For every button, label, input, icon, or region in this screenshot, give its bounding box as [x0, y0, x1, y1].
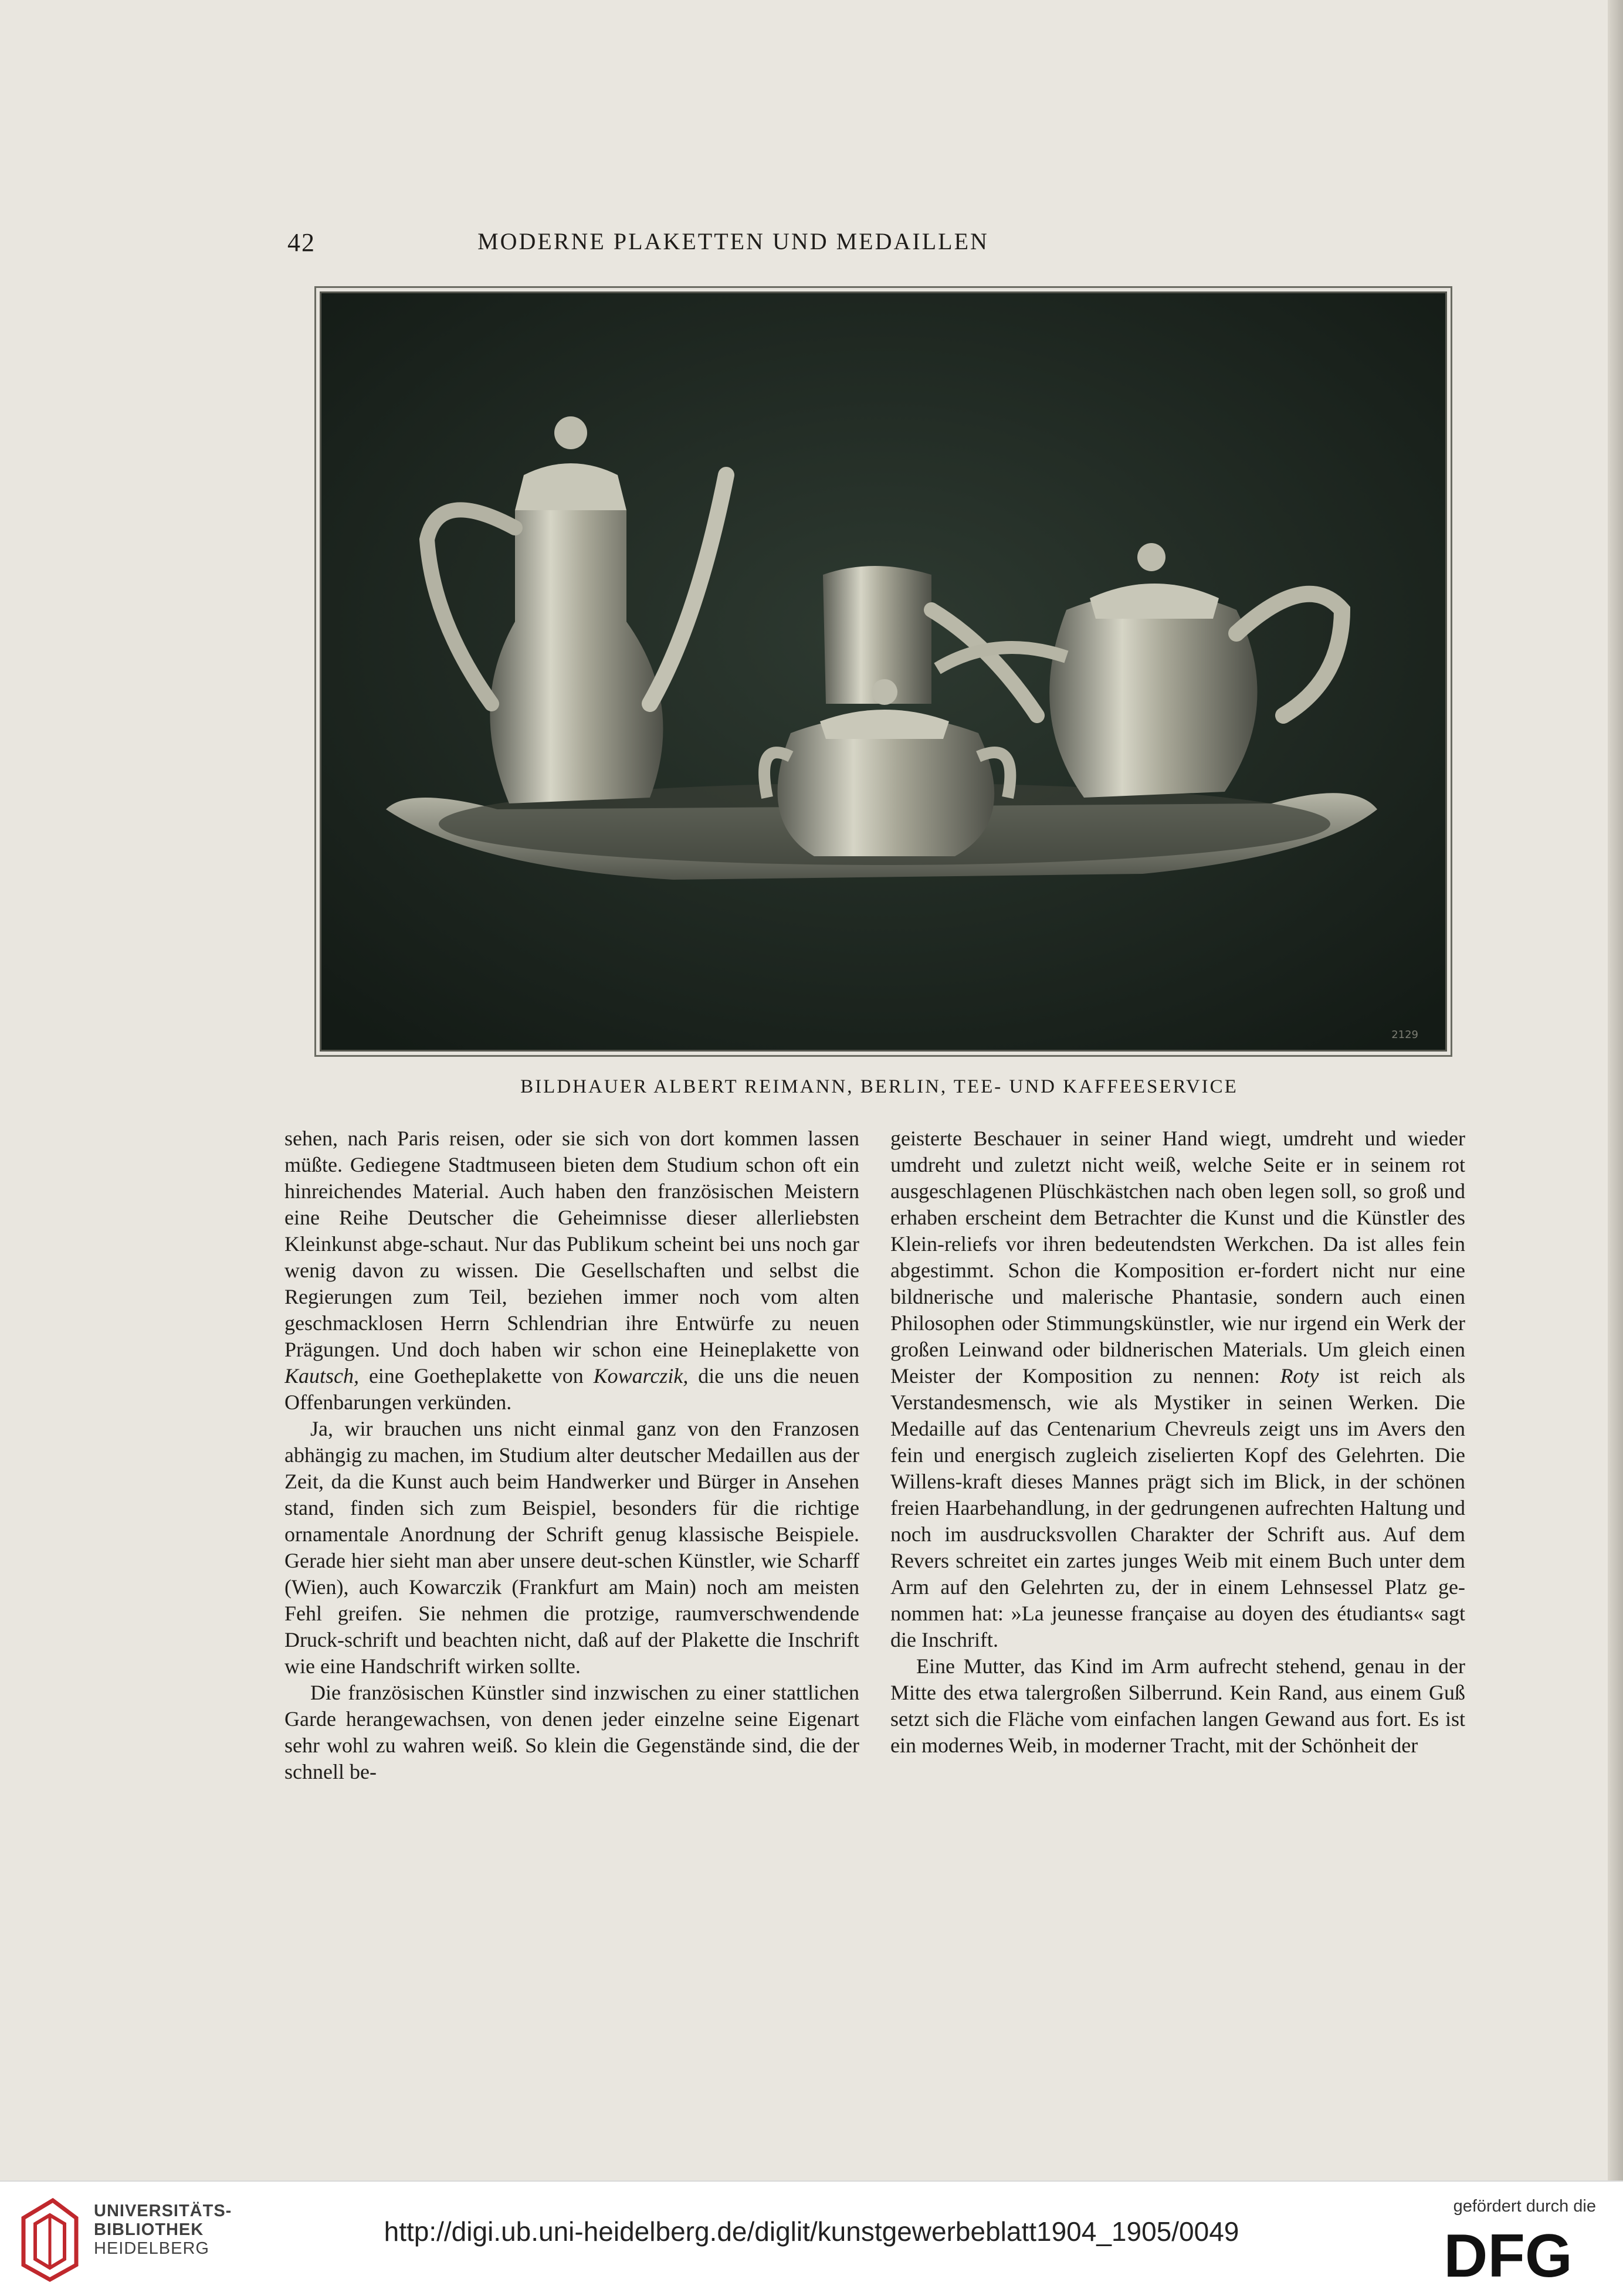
- paragraph: Die französischen Künstler sind inzwischen zu einer stattlichen Garde herangewachsen, von denen jeder einzelne seine Eigenart sehr wohl zu wahren weiß. So klein die Gegenstände sind, die der schnell be-: [284, 1681, 859, 1783]
- artist-name-kowarczik: Kowarczik,: [593, 1364, 689, 1388]
- paragraph: [890, 1125, 1465, 1653]
- artist-name-kautsch: Kautsch,: [284, 1364, 360, 1388]
- svg-text:2129: 2129: [1391, 1029, 1418, 1041]
- figure-caption: BILDHAUER ALBERT REIMANN, BERLIN, TEE- UND KAFFEESERVICE: [520, 1076, 1238, 1097]
- photo-plate-tea-coffee-service: [320, 291, 1447, 1052]
- paragraph-text: sehen, nach Paris reisen, oder sie sich von dort kommen lassen müßte. Gediegene Stadtmuseen bieten dem Studium schon oft ein hinreichendes Material. Auch haben den französischen Meistern eine Reihe Deutscher die Geheimnisse dieser allerliebsten Kleinkunst abge-schaut. Nur das Publikum scheint bei uns noch gar wenig davon zu wissen. Die Gesellschaften und selbst die Regierungen zum Teil, beziehen immer noch vom alten geschmacklosen Herrn Schlendrian ihre Entwürfe zu neuen Prägungen. Und doch haben wir schon eine Heineplakette von: [284, 1127, 859, 1361]
- artist-name-roty: Roty: [1280, 1364, 1319, 1388]
- paragraph: [284, 1125, 859, 1416]
- text-column-right: [890, 1125, 1465, 1900]
- digitization-footer: [0, 2180, 1623, 2296]
- tea-coffee-service-illustration: [321, 293, 1445, 1050]
- dfg-logo-text: DFG: [1444, 2226, 1573, 2285]
- paragraph-text: geisterte Beschauer in seiner Hand wiegt, umdreht und wieder umdreht und zuletzt nicht weiß, welche Seite er in seinem rot ausgeschlagenen Plüschkästchen nach oben legen soll, so groß und erhaben erscheint dem Betrachter die Kunst und die Künstler des Klein-reliefs vor ihren bedeutendsten Werkchen. Da ist alles fein abgestimmt. Schon die Komposition er-fordert nicht nur eine bildnerische und malerische Phantasie, sondern auch einen Philosophen oder Stimmungskünstler, wie nur irgend ein Werk der großen Leinwand oder bildnerischen Materials. Um gleich einen Meister der Komposition zu nennen:: [890, 1127, 1465, 1388]
- permalink-url[interactable]: http://digi.ub.uni-heidelberg.de/diglit/kunstgewerbeblatt1904_1905/0049: [384, 2216, 1239, 2247]
- dfg-logo[interactable]: [1420, 2226, 1596, 2288]
- library-name-line: BIBLIOTHEK: [94, 2220, 204, 2239]
- funder-label: gefördert durch die: [1453, 2197, 1596, 2216]
- paragraph: Ja, wir brauchen uns nicht einmal ganz von den Franzosen abhängig zu machen, im Studium alter deutscher Medaillen aus der Zeit, da die Kunst auch beim Handwerker und Bürger in Ansehen stand, finden sich zum Beispiel, besonders für die richtige ornamentale Anordnung der Schrift genug klassische Beispiele. Gerade hier sieht man aber unsere deut-schen Künstler, wie Scharff (Wien), auch Kowarczik (Frankfurt am Main) noch am meisten Fehl greifen. Sie nehmen die protzige, raumverschwendende Druck-schrift und beachten nicht, daß auf der Plakette die Inschrift wie eine Handschrift wirken sollte.: [284, 1417, 859, 1678]
- page-number: 42: [287, 228, 316, 257]
- library-name-line: HEIDELBERG: [94, 2239, 209, 2258]
- paragraph-text: die uns die neuen Offenbarungen verkünden.: [284, 1364, 859, 1414]
- text-column-left: [284, 1125, 859, 1900]
- paragraph-text: eine Goetheplakette von: [359, 1364, 584, 1388]
- library-name-line: UNIVERSITÄTS-: [94, 2202, 232, 2220]
- paragraph-text: ist reich als Verstandesmensch, wie als Mystiker in seinen Werken. Die Medaille auf das Centenarium Chevreuls zeigt uns im Avers den fein und energisch zugleich ziselierten Kopf des Gelehrten. Die Willens-kraft dieses Mannes prägt sich im Blick, in der schönen freien Haarbehandlung, in der gedrungenen aufrechten Haltung und noch im ausdrucksvollen Charakter der Schrift aus. Auf dem Revers schreitet ein zartes junges Weib mit einem Buch unter dem Arm auf den Gelehrten zu, der in einem Lehnsessel Platz ge-nommen hat: »La jeunesse française au doyen des étudiants« sagt die Inschrift.: [890, 1364, 1465, 1651]
- running-head: [0, 228, 1623, 269]
- running-title: MODERNE PLAKETTEN UND MEDAILLEN: [477, 228, 989, 255]
- paragraph: Eine Mutter, das Kind im Arm aufrecht stehend, genau in der Mitte des etwa talergroßen Silberrund. Kein Rand, aus einem Guß setzt sich die Fläche vom einfachen langen Gewand aus fort. Es ist ein modernes Weib, in moderner Tracht, mit der Schönheit der: [890, 1654, 1465, 1757]
- page-edge: [1608, 0, 1623, 2295]
